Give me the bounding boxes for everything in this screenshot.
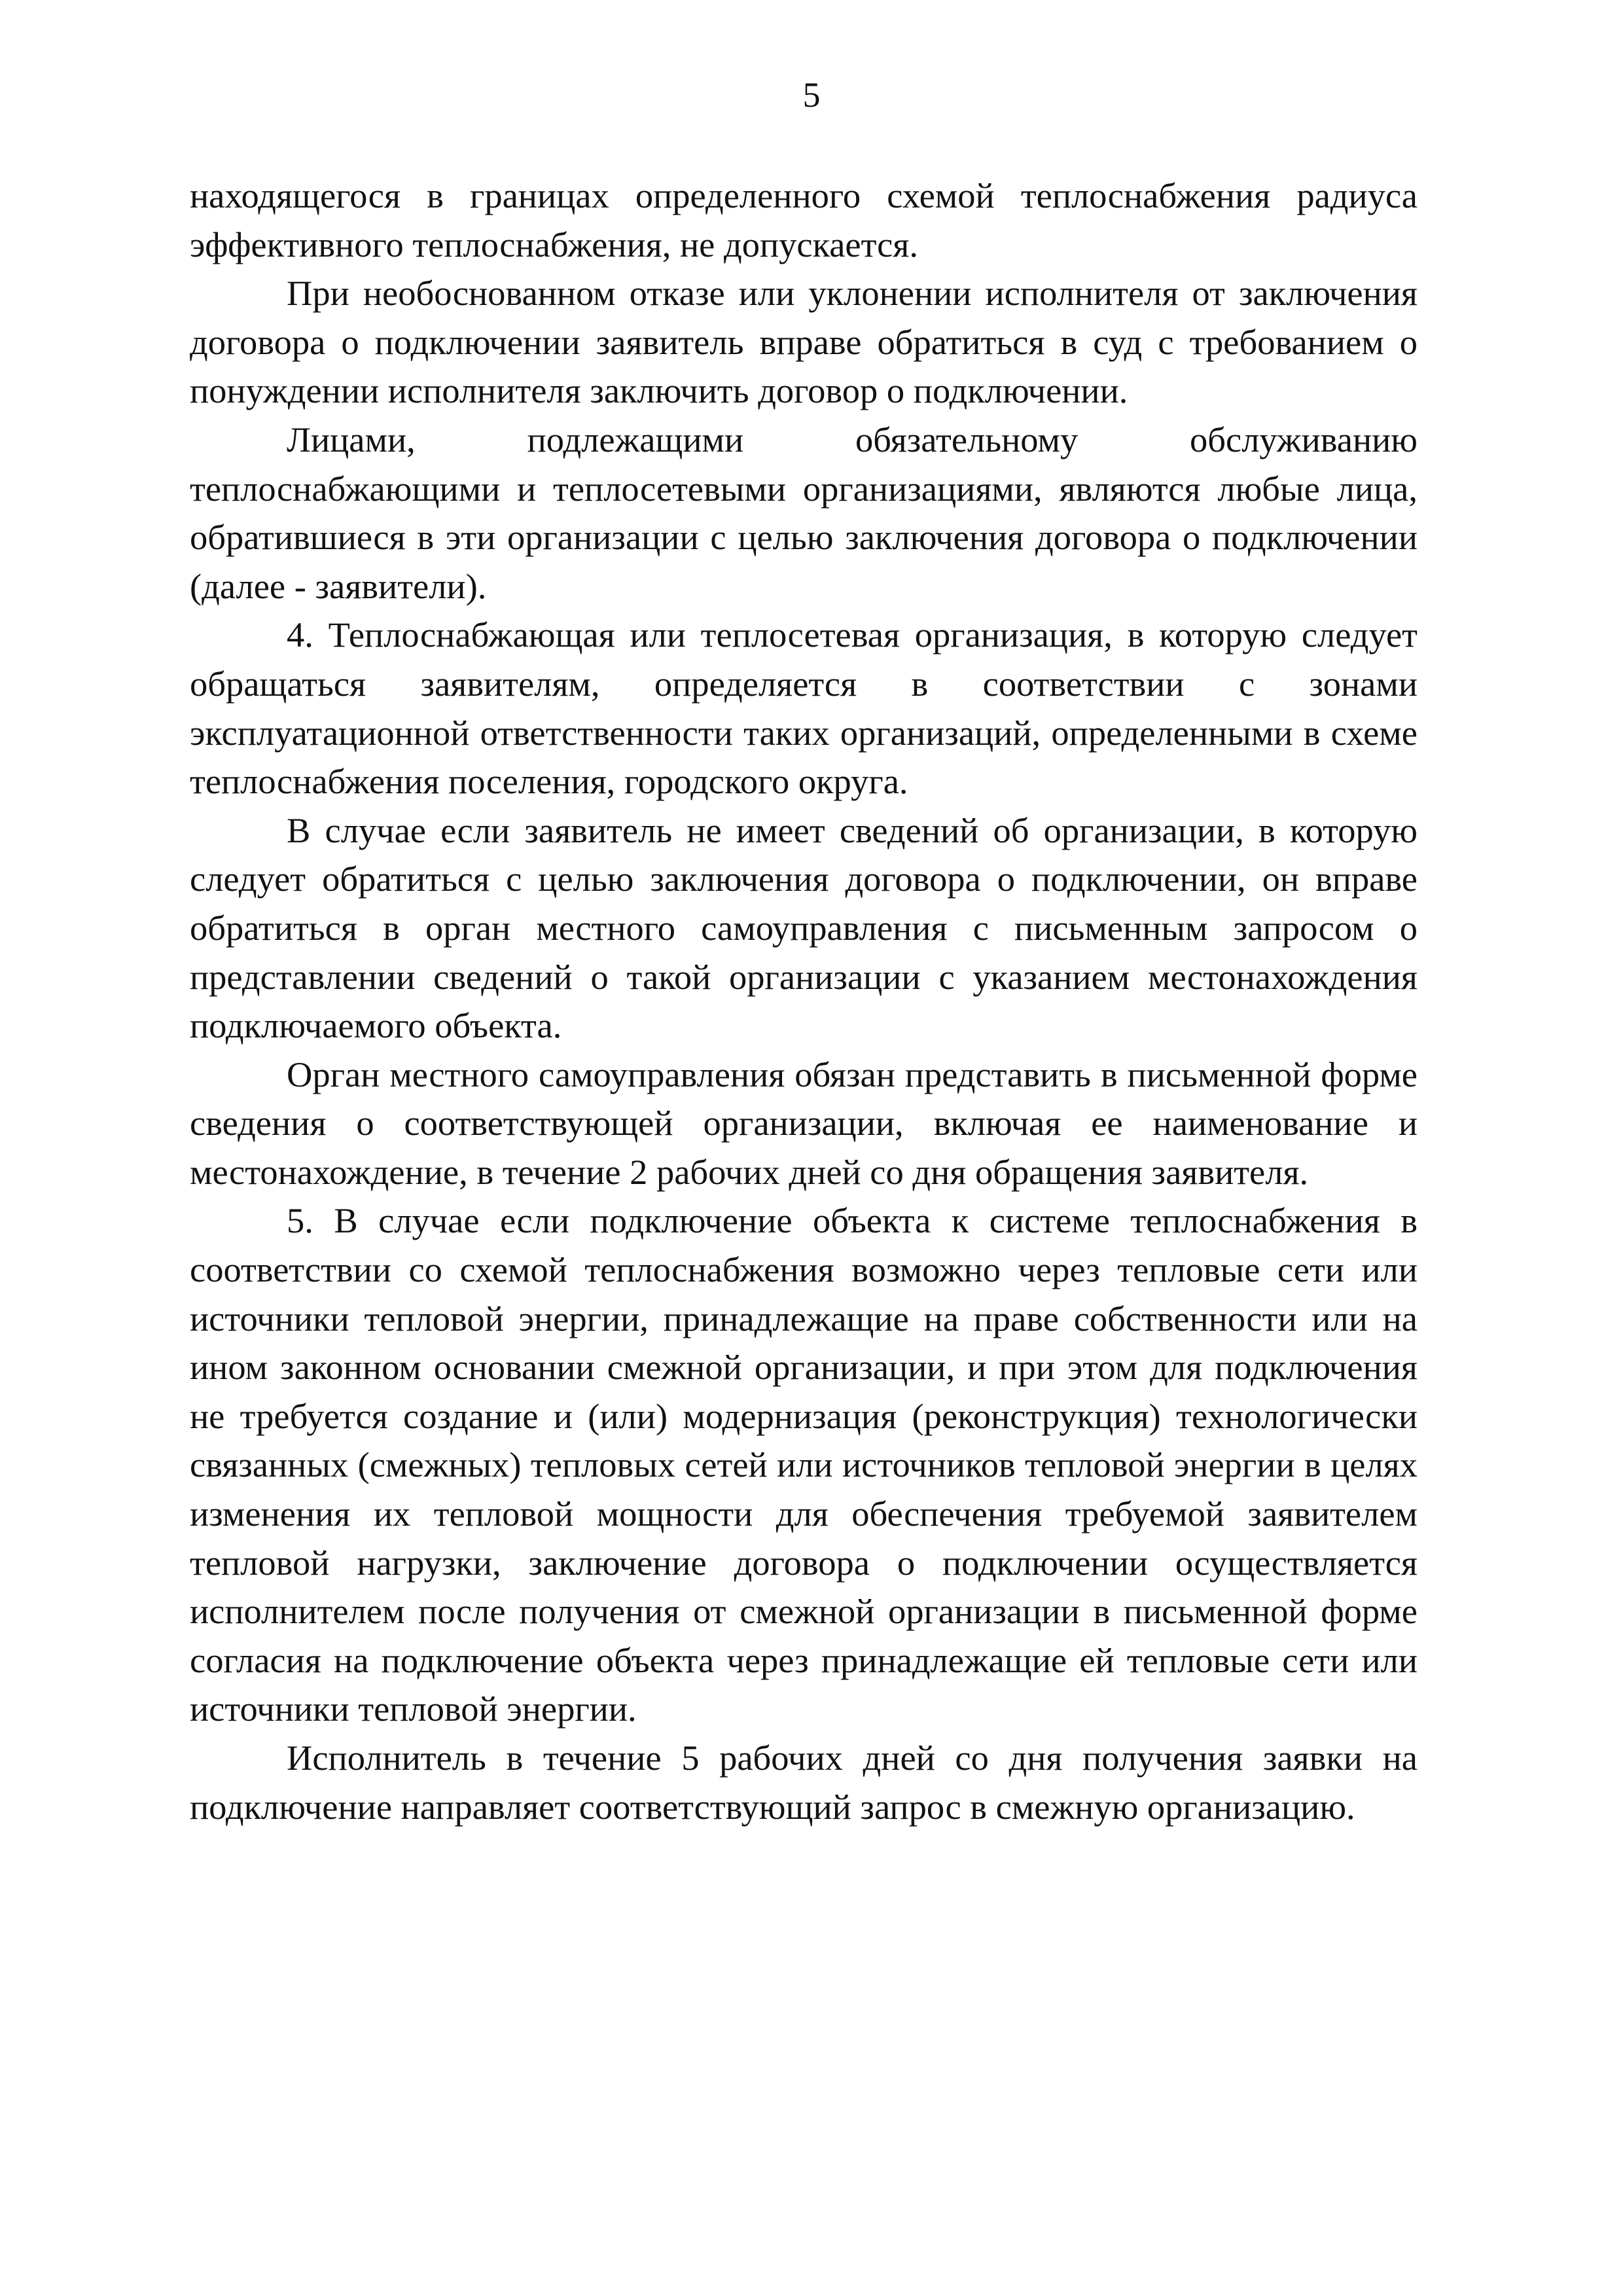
page-number: 5 bbox=[802, 75, 821, 115]
paragraph: 5. В случае если подключение объекта к системе теплоснабжения в соответствии со схемой теплоснабжения возможно через тепловые сети или источники тепловой энергии, принадлежащие на праве собственности или на ином законном основании смежной организации, и при этом для подключения не требуется создание и (или) модернизация (реконструкция) технологически связанных (смежных) тепловых сетей или источников тепловой энергии в целях изменения их тепловой мощности для обеспечения требуемой заявителем тепловой нагрузки, заключение договора о подключении осуществляется исполнителем после получения от смежной организации в письменной форме согласия на подключение объекта через принадлежащие ей тепловые сети или источники тепловой энергии. bbox=[190, 1200, 1418, 1729]
paragraph: Лицами, подлежащими обязательному обслуживанию теплоснабжающими и теплосетевыми организациями, являются любые лица, обратившиеся в эти организации с целью заключения договора о подключении (далее - заявители). bbox=[190, 419, 1418, 606]
paragraph: При необоснованном отказе или уклонении исполнителя от заключения договора о подключении заявитель вправе обратиться в суд с требованием о понуждении исполнителя заключить договор о подключении. bbox=[190, 273, 1418, 411]
paragraph: В случае если заявитель не имеет сведений об организации, в которую следует обратиться с целью заключения договора о подключении, он вправе обратиться в орган местного самоуправления с письменным запросом о представлении сведений о такой организации с указанием местонахождения подключаемого объекта. bbox=[190, 810, 1418, 1046]
paragraph: Орган местного самоуправления обязан представить в письменной форме сведения о соответствующей организации, включая ее наименование и местонахождение, в течение 2 рабочих дней со дня обращения заявителя. bbox=[190, 1054, 1418, 1192]
document-body bbox=[190, 171, 1418, 1831]
paragraph: находящегося в границах определенного схемой теплоснабжения радиуса эффективного теплоснабжения, не допускается. bbox=[190, 175, 1418, 264]
paragraph: Исполнитель в течение 5 рабочих дней со дня получения заявки на подключение направляет соответствующий запрос в смежную организацию. bbox=[190, 1738, 1418, 1827]
paragraph: 4. Теплоснабжающая или теплосетевая организация, в которую следует обращаться заявителям, определяется в соответствии с зонами эксплуатационной ответственности таких организаций, определенными в схеме теплоснабжения поселения, городского округа. bbox=[190, 615, 1418, 802]
